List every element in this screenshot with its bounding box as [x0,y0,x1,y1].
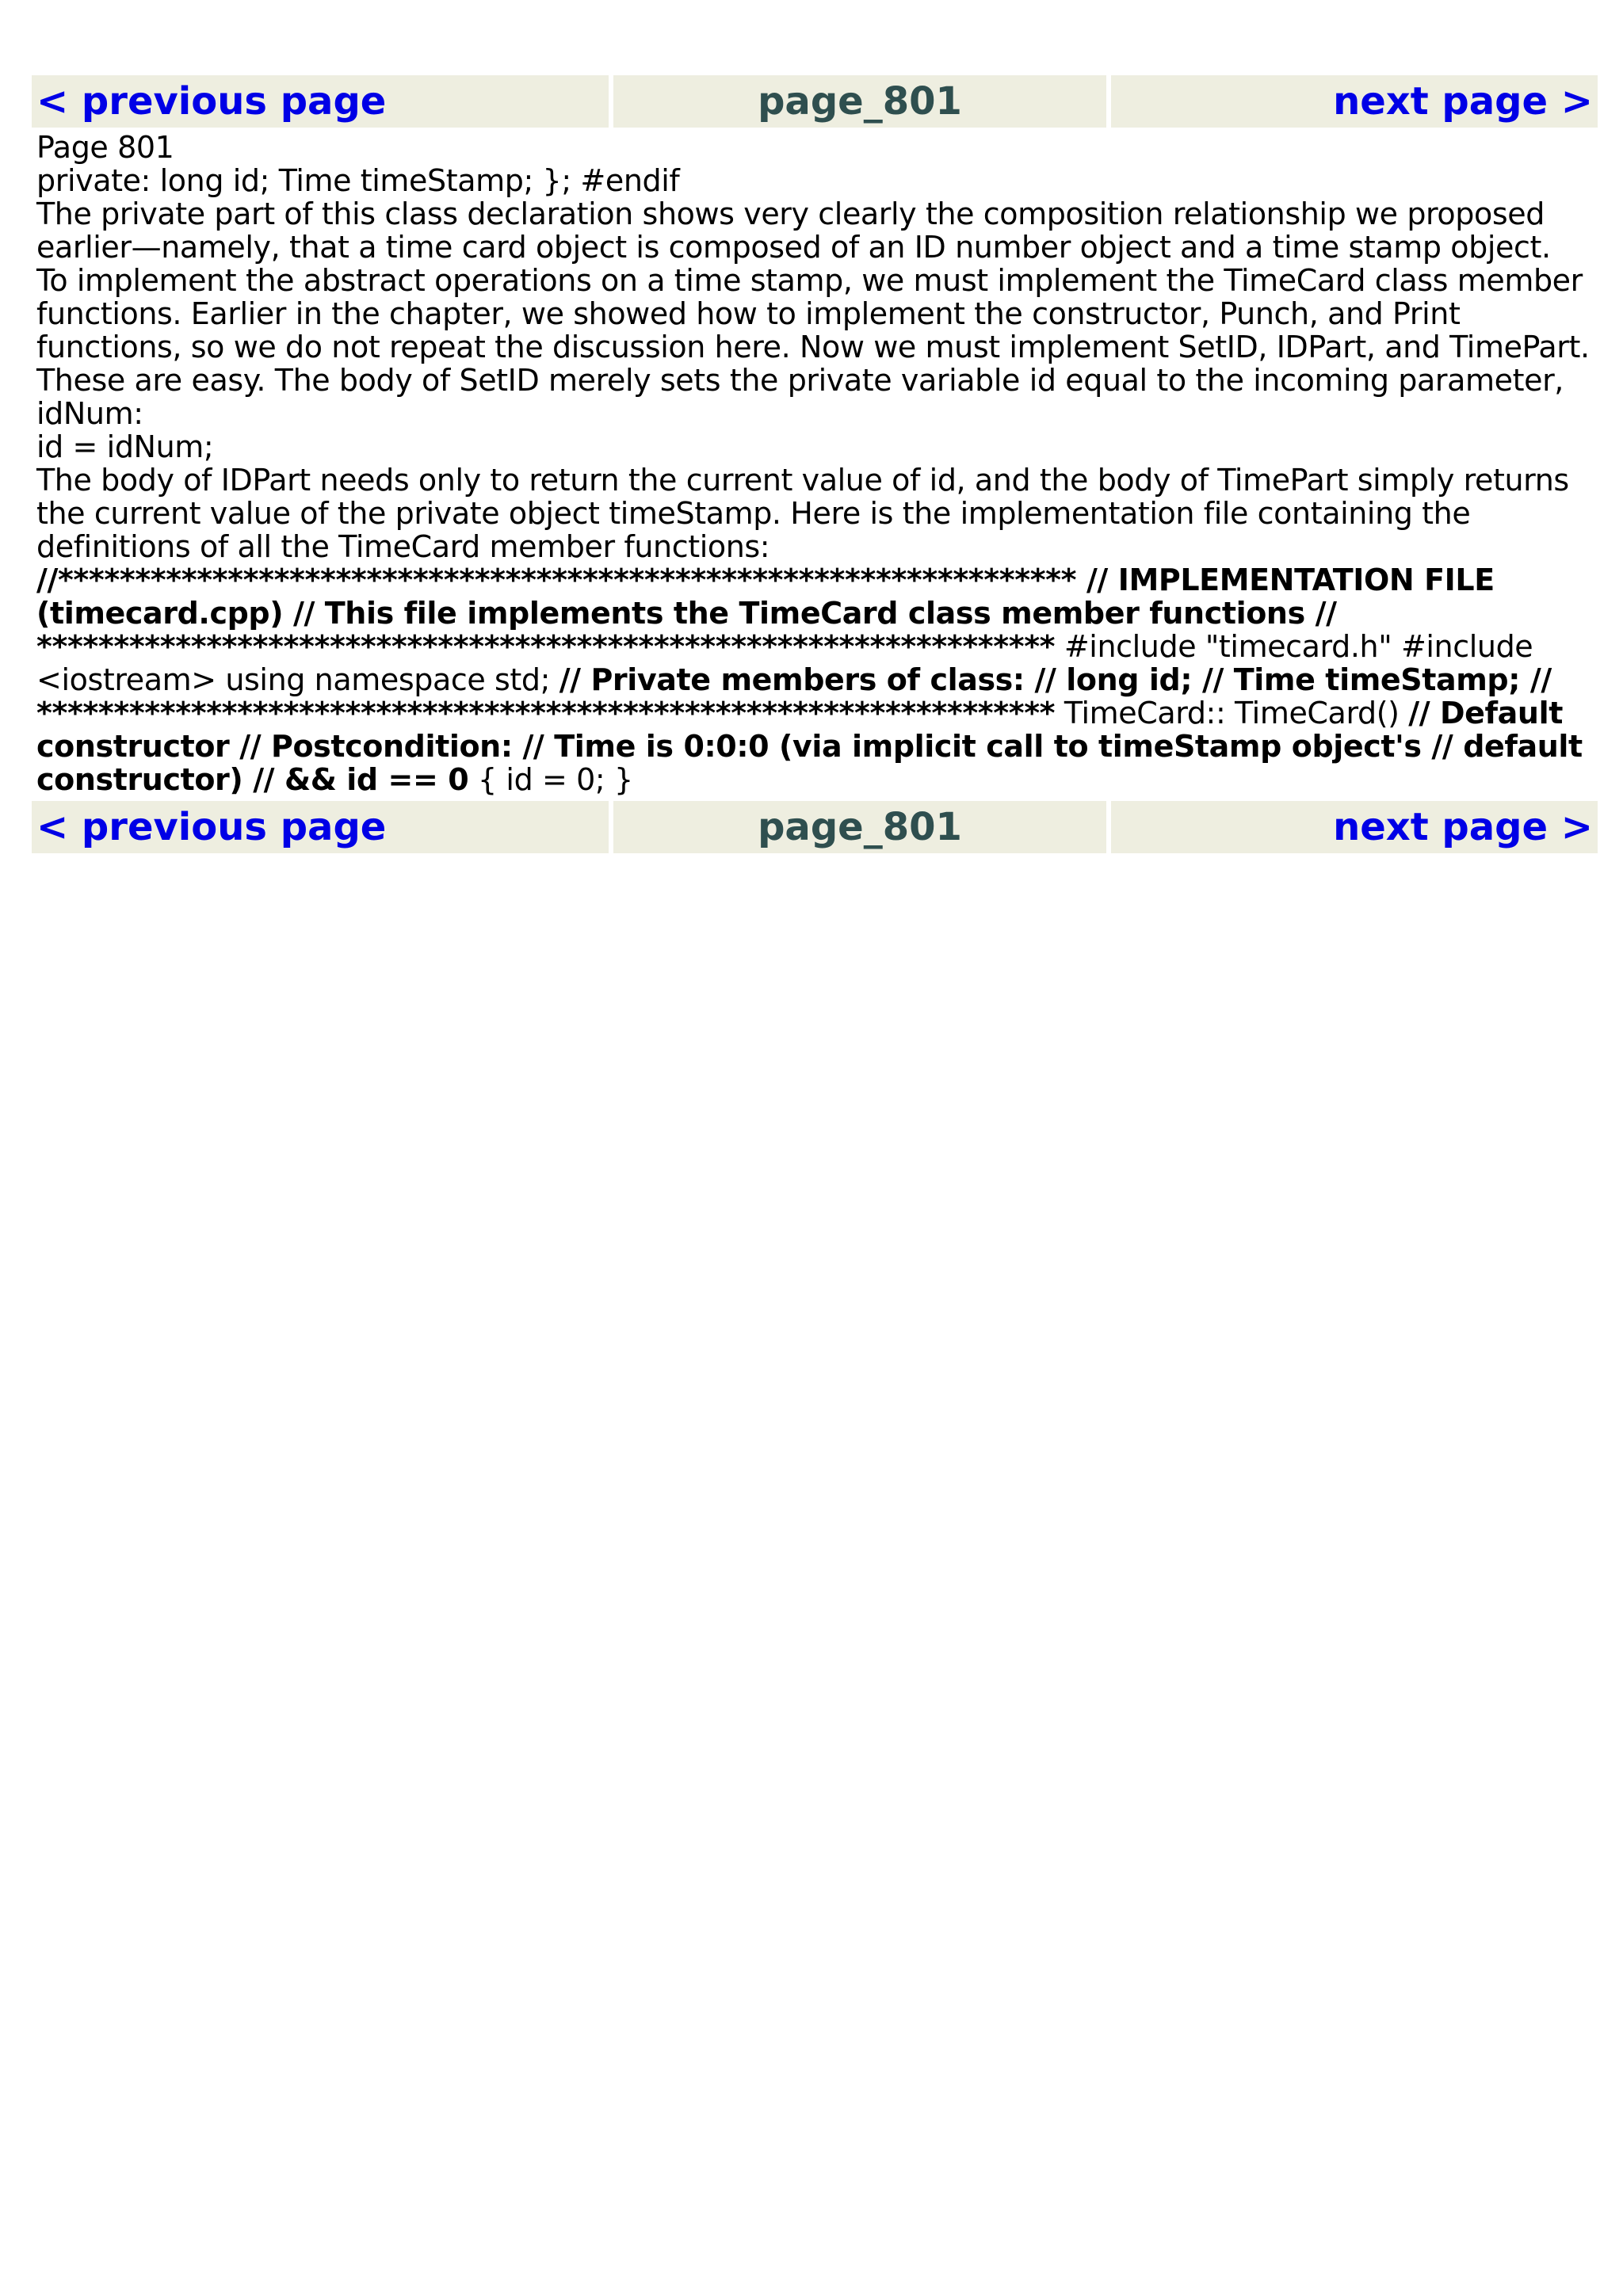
bottom-page-label: page_801 [613,801,1106,853]
top-nav-next-cell [1111,75,1598,128]
code-comment-private: // Private members of class: // long id; // Time timeStamp; // ****************************************************************** [36,662,1552,730]
next-page-link[interactable]: next page > [1333,805,1593,849]
page-content [32,128,1598,801]
code-fragment: private: long id; Time timeStamp; }; #endif [36,163,680,198]
paragraph-composition: The private part of this class declaration shows very clearly the composition relationship we proposed earlier—namely, that a time card object is composed of an ID number object and a time stamp object. [36,196,1551,265]
page-heading: Page 801 [36,130,174,165]
page [32,75,1598,853]
top-page-label: page_801 [613,75,1106,128]
code-includes: #include "timecard.h" #include <iostream> using namespace std; [36,629,1533,697]
paragraph-implement: To implement the abstract operations on a time stamp, we must implement the TimeCard class member functions. Earlier in the chapter, we showed how to implement the constructor, Punch, and Print functions, so we do not repeat the discussion here. Now we must implement SetID, IDPart, and TimePart. These are easy. The body of SetID merely sets the private variable id equal to the incoming parameter, idNum: [36,263,1590,431]
code-comment-constructor: // Default constructor // Postcondition: // Time is 0:0:0 (via implicit call to timeStamp object's // default constructor) // && id == 0 [36,696,1583,797]
assignment-statement: id = idNum; [36,429,214,464]
bottom-nav-prev-cell [32,801,609,853]
top-nav-prev-cell [32,75,609,128]
code-constructor-signature: TimeCard:: TimeCard() [1055,696,1409,730]
implementation-code [36,563,1593,796]
previous-page-link[interactable]: < previous page [36,79,387,124]
code-comment-header: //****************************************************************** // IMPLEMENTATION FILE (timecard.cpp) // This file implements the TimeCard class member functions // ****************************************************************** [36,563,1495,664]
top-nav-bar [32,75,1598,128]
next-page-link[interactable]: next page > [1333,79,1593,124]
bottom-nav-next-cell [1111,801,1598,853]
previous-page-link[interactable]: < previous page [36,805,387,849]
paragraph-idpart: The body of IDPart needs only to return the current value of id, and the body of TimePart simply returns the current value of the private object timeStamp. Here is the implementation file containing the definitions of all the TimeCard member functions: [36,463,1569,564]
code-constructor-body: { id = 0; } [468,762,633,797]
bottom-nav-bar [32,801,1598,853]
